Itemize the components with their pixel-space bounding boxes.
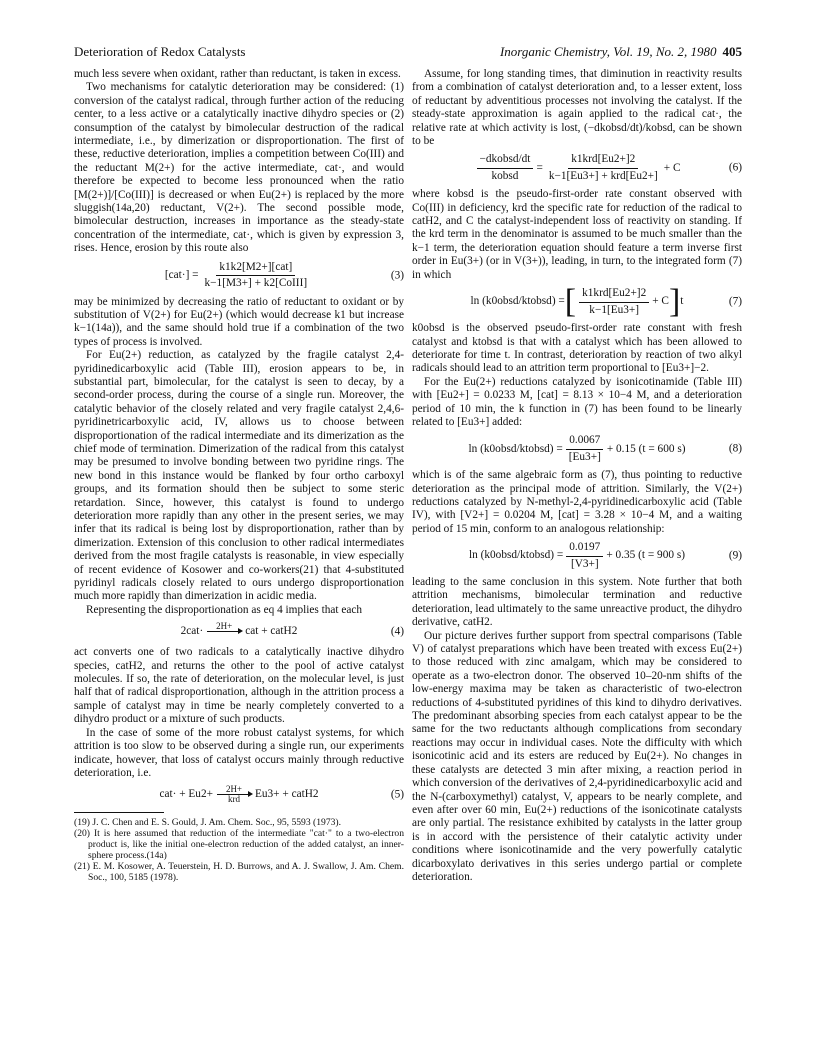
equation-6: $\frac{\text{−dkobsd/dt}}{\text{kobsd}}$ = $\frac{\text{k1krd[Eu2+]2}}{\text{k−1[Eu3+] + krd[Eu2+]}}$ + C (6)	[412, 153, 742, 183]
equation-4	[74, 622, 404, 641]
left-column	[74, 68, 404, 883]
eq-number: (5)	[390, 788, 404, 801]
paragraph: where kobsd is the pseudo-first-order rate constant observed with Co(III) in deficiency, krd the specific rate for reduction of the radical to catH2, and C the catalyst-independent loss of reactivity on standing. If the krd term in the denominator is assumed to be much smaller than the k−1 term, the deterioration equation should feature a term inverse first order in Eu(3+) (or in V(3+)), leading, in turn, to the integrated form (7) in which	[412, 188, 742, 281]
eq-fraction	[579, 287, 649, 317]
footnote: (20) It is here assumed that reduction of the intermediate "cat·" to a two-electron product is, like the initial one-electron reduction of the added catalyst, an inner-sphere process.(14a)	[74, 828, 404, 862]
journal-citation: Inorganic Chemistry, Vol. 19, No. 2, 1980	[499, 44, 717, 59]
eq-lhs: ln (k0obsd/ktobsd) =	[469, 549, 564, 562]
eq-lhs: [cat·] =	[164, 268, 199, 281]
paragraph: For the Eu(2+) reductions catalyzed by isonicotinamide (Table III) with [Eu2+] = 0.0233 M, [cat] = 8.13 × 10−4 M, and a deterioration period of 10 min, the k function in (7) has been found to be linearly related to [Eu3+] added:	[412, 375, 742, 428]
eq-denominator: [V3+]	[570, 557, 599, 570]
footnote: (19) J. C. Chen and E. S. Gould, J. Am. Chem. Soc., 95, 5593 (1973).	[74, 817, 342, 829]
eq-lhs: 2cat·	[180, 625, 204, 638]
paragraph: Our picture derives further support from spectral comparisons (Table V) of catalyst preparations which have been treated with excess Eu(2+) to those reduced with zinc amalgam, which may be considered to operate as a two-electron donor. The observed 10–20-nm shifts of the low-energy maxima may be taken as characteristic of two-electron reductions of 4-substituted pyridines of this kind to dihydro derivatives. The predominant absorbing species from each catalyst appear to be the same for the two reductants although complications from secondary reactions may occur in individual cases. Note the difficulty with which isonicotinic acid and its esters are reduced by Eu(2+). No changes in these catalysts are detected 3 min after mixing, a reaction period in which conversion of the derivatives of 2,4-pyridinedicarboxylic acid and the N-(carboxymethyl) catalyst, V, appears to be nearly complete, and even after over 60 min, Eu(2+) reductions of the isonicotinate catalysts are only partial. The resistance exhibited by catalysts in the latter group is in accord with the persistence of their catalytic activity under conditions where isonicotinamide and the very powerfully catalytic dicarboxylato derivatives in this series undergo partial or complete deterioration.	[412, 629, 742, 883]
eq-numerator: k1krd[Eu2+]2	[579, 287, 649, 302]
eq-lhs: cat· + Eu2+	[159, 788, 213, 801]
eq-fraction	[477, 153, 534, 183]
running-header: Deterioration of Redox Catalysts	[74, 44, 246, 59]
eq-numerator: 0.0067	[566, 434, 603, 449]
reaction-arrow	[217, 785, 251, 804]
bracket-close: ]	[668, 283, 681, 321]
eq-rhs: Eu3+ + catH2	[254, 788, 319, 801]
paragraph: Assume, for long standing times, that diminution in reactivity results from a combination of catalyst deterioration and, to a lesser extent, loss of reductant by adventitious processes not involving the catalyst. If the steady-state approximation is again applied to the radical cat·, the relative rate at which activity is lost, (−dkobsd/dt)/kobsd, can be shown to be	[412, 68, 742, 148]
paragraph: leading to the same conclusion in this system. Note further that both attrition mechanisms, bimolecular termination and reductive deterioration, lead ultimately to the same unreactive product, the dihydro derivative, catH2.	[412, 576, 742, 629]
eq-number: (7)	[728, 295, 742, 308]
eq-numerator: k1k2[M2+][cat]	[216, 261, 295, 276]
footnote: (21) E. M. Kosower, A. Teuerstein, H. D. Burrows, and A. J. Swallow, J. Am. Chem. Soc., 100, 5185 (1978).	[74, 861, 404, 884]
eq-fraction	[202, 261, 311, 291]
eq-number: (8)	[728, 442, 742, 455]
eq-tail: + 0.35 (t = 900 s)	[606, 549, 685, 562]
eq-tail: + C	[663, 161, 681, 174]
right-column	[412, 68, 742, 884]
eq-tail: + C	[652, 295, 669, 308]
eq-fraction	[546, 153, 661, 183]
eq-denominator: [Eu3+]	[568, 450, 601, 463]
equation-3	[74, 261, 404, 291]
equation-9	[412, 541, 742, 571]
equation-7	[412, 283, 742, 321]
eq-tail: + 0.15 (t = 600 s)	[606, 442, 686, 455]
reaction-arrow	[207, 622, 241, 641]
paragraph: Representing the disproportionation as eq 4 implies that each	[86, 603, 363, 616]
footnote-rule	[74, 812, 164, 813]
arrow-label: 2H+	[225, 784, 243, 795]
paragraph: act converts one of two radicals to a catalytically inactive dihydro species, catH2, and returns the other to the pool of active catalyst molecules. If so, the rate of deterioration, on the molecular level, is just half that of radical disproportionation, although in the attrition process a sample of catalyst may in time be nearly completely converted to a dihydro product or a mixture of such products.	[74, 646, 404, 726]
eq-lhs: ln (k0obsd/ktobsd) =	[468, 442, 563, 455]
paragraph: k0obsd is the observed pseudo-first-order rate constant with fresh catalyst and ktobsd is that with a catalyst which has been allowed to deteriorate for time t. In contrast, deterioration by reaction of two alkyl radicals should lead to an attrition term proportional to [Eu3+]−2.	[412, 322, 742, 375]
paragraph: In the case of some of the more robust catalyst systems, for which attrition is too slow to be observed during a single run, our experiments indicate, however, that loss of catalyst occurs mainly through reductive deterioration, i.e.	[74, 726, 404, 779]
eq-number: (4)	[390, 625, 404, 638]
eq-numerator: 0.0197	[566, 541, 603, 556]
eq-fraction	[566, 434, 604, 464]
eq-time: t	[680, 295, 684, 308]
journal-header	[500, 44, 742, 60]
paragraph: which is of the same algebraic form as (7), thus pointing to reductive deterioration as the principal mode of attrition. Similarly, the V(2+) reductions catalyzed by N-methyl-2,4-pyridinedicarboxylic acid (Table IV), with [V2+] = 0.0204 M, [cat] = 3.28 × 10−4 M, and a waiting period of 15 min, conform to an analogous relationship:	[412, 469, 742, 535]
paragraph: may be minimized by decreasing the ratio of reductant to oxidant or by substitution of V(2+) for Eu(2+) (which would decrease k1 but increase k−1(14a)), and the same should hold true if a combination of the two types of process is involved.	[74, 295, 404, 348]
eq-denominator: k−1[Eu3+]	[589, 303, 640, 316]
eq-fraction	[566, 541, 603, 571]
eq-denominator: k−1[Eu3+] + krd[Eu2+]	[548, 169, 658, 182]
eq-denominator: kobsd	[491, 169, 519, 182]
arrow-label: 2H+	[216, 621, 233, 632]
eq-lhs: ln (k0obsd/ktobsd) =	[470, 295, 565, 308]
equation-8	[412, 434, 742, 464]
paragraph: For Eu(2+) reduction, as catalyzed by the fragile catalyst 2,4-pyridinedicarboxylic acid (Table III), erosion appears to be, in substantial part, bimolecular, for the catalyst is seen to decay, by a second-order process, during the course of a single run. Moreover, the catalytic behavior of the closely related and very fragile catalyst 2,4,6-pyridinetricarboxylic acid, IV, allows us to choose between disproportionation of the radical intermediate and its dimerization as the chief mode of termination. Dimerization of the radical from this catalyst may be presumed to involve bonding between two pyridine rings. The new bond in this instance would be flanked by four ortho carboxyl groups, and its formation should then be subject to some steric retardation. Since, however, this catalyst is found to undergo deterioration more rapidly than any other in the present series, we may infer that its radical is being lost by disproportionation, rather than by dimerization. Extension of this conclusion to other radical intermediates derived from the most fragile catalysts is reasonable, in view especially of recent evidence of Kosower and co-workers(21) that 4-substituted pyridinyl radicals closely related to ours undergo disproportionation much more rapidly than dimerization in acidic media.	[74, 349, 404, 603]
arrow-sublabel: krd	[227, 794, 240, 805]
eq-number: (9)	[728, 549, 742, 562]
eq-rhs: cat + catH2	[245, 625, 298, 638]
equation-5	[74, 785, 404, 804]
paragraph: Two mechanisms for catalytic deterioration may be considered: (1) conversion of the catalyst radical, through further action of the reducing center, to a less active or a catalytically inactive dihydro species or (2) consumption of the catalyst by bimolecular destruction of the radical intermediate, i.e., by dimerization or disproportionation. The first of these, reductive deterioration, implies a competition between Co(III) and the reductant M(2+) for the active intermediate, cat·, and would therefore be expected to become less pronounced when the ratio [M(2+)]/[Co(III)] is decreased or when Eu(2+) is replaced by the more sluggish(14a,20) reductant, V(2+). The second possible mode, bimolecular destruction, increases in importance as the steady-state concentration of the intermediate, cat·, which is given by expression 3, rises. Hence, erosion by this route also	[74, 81, 404, 255]
eq-number: (3)	[390, 268, 404, 281]
eq-denominator: k−1[M3+] + k2[CoIII]	[204, 277, 308, 290]
eq-number: (6)	[728, 161, 742, 174]
eq-numerator: −dkobsd/dt	[477, 153, 534, 168]
page-number: 405	[722, 44, 742, 59]
bracket-open: [	[564, 283, 577, 321]
paragraph: much less severe when oxidant, rather than reductant, is taken in excess.	[74, 68, 401, 80]
eq-numerator: k1krd[Eu2+]2	[568, 153, 638, 168]
